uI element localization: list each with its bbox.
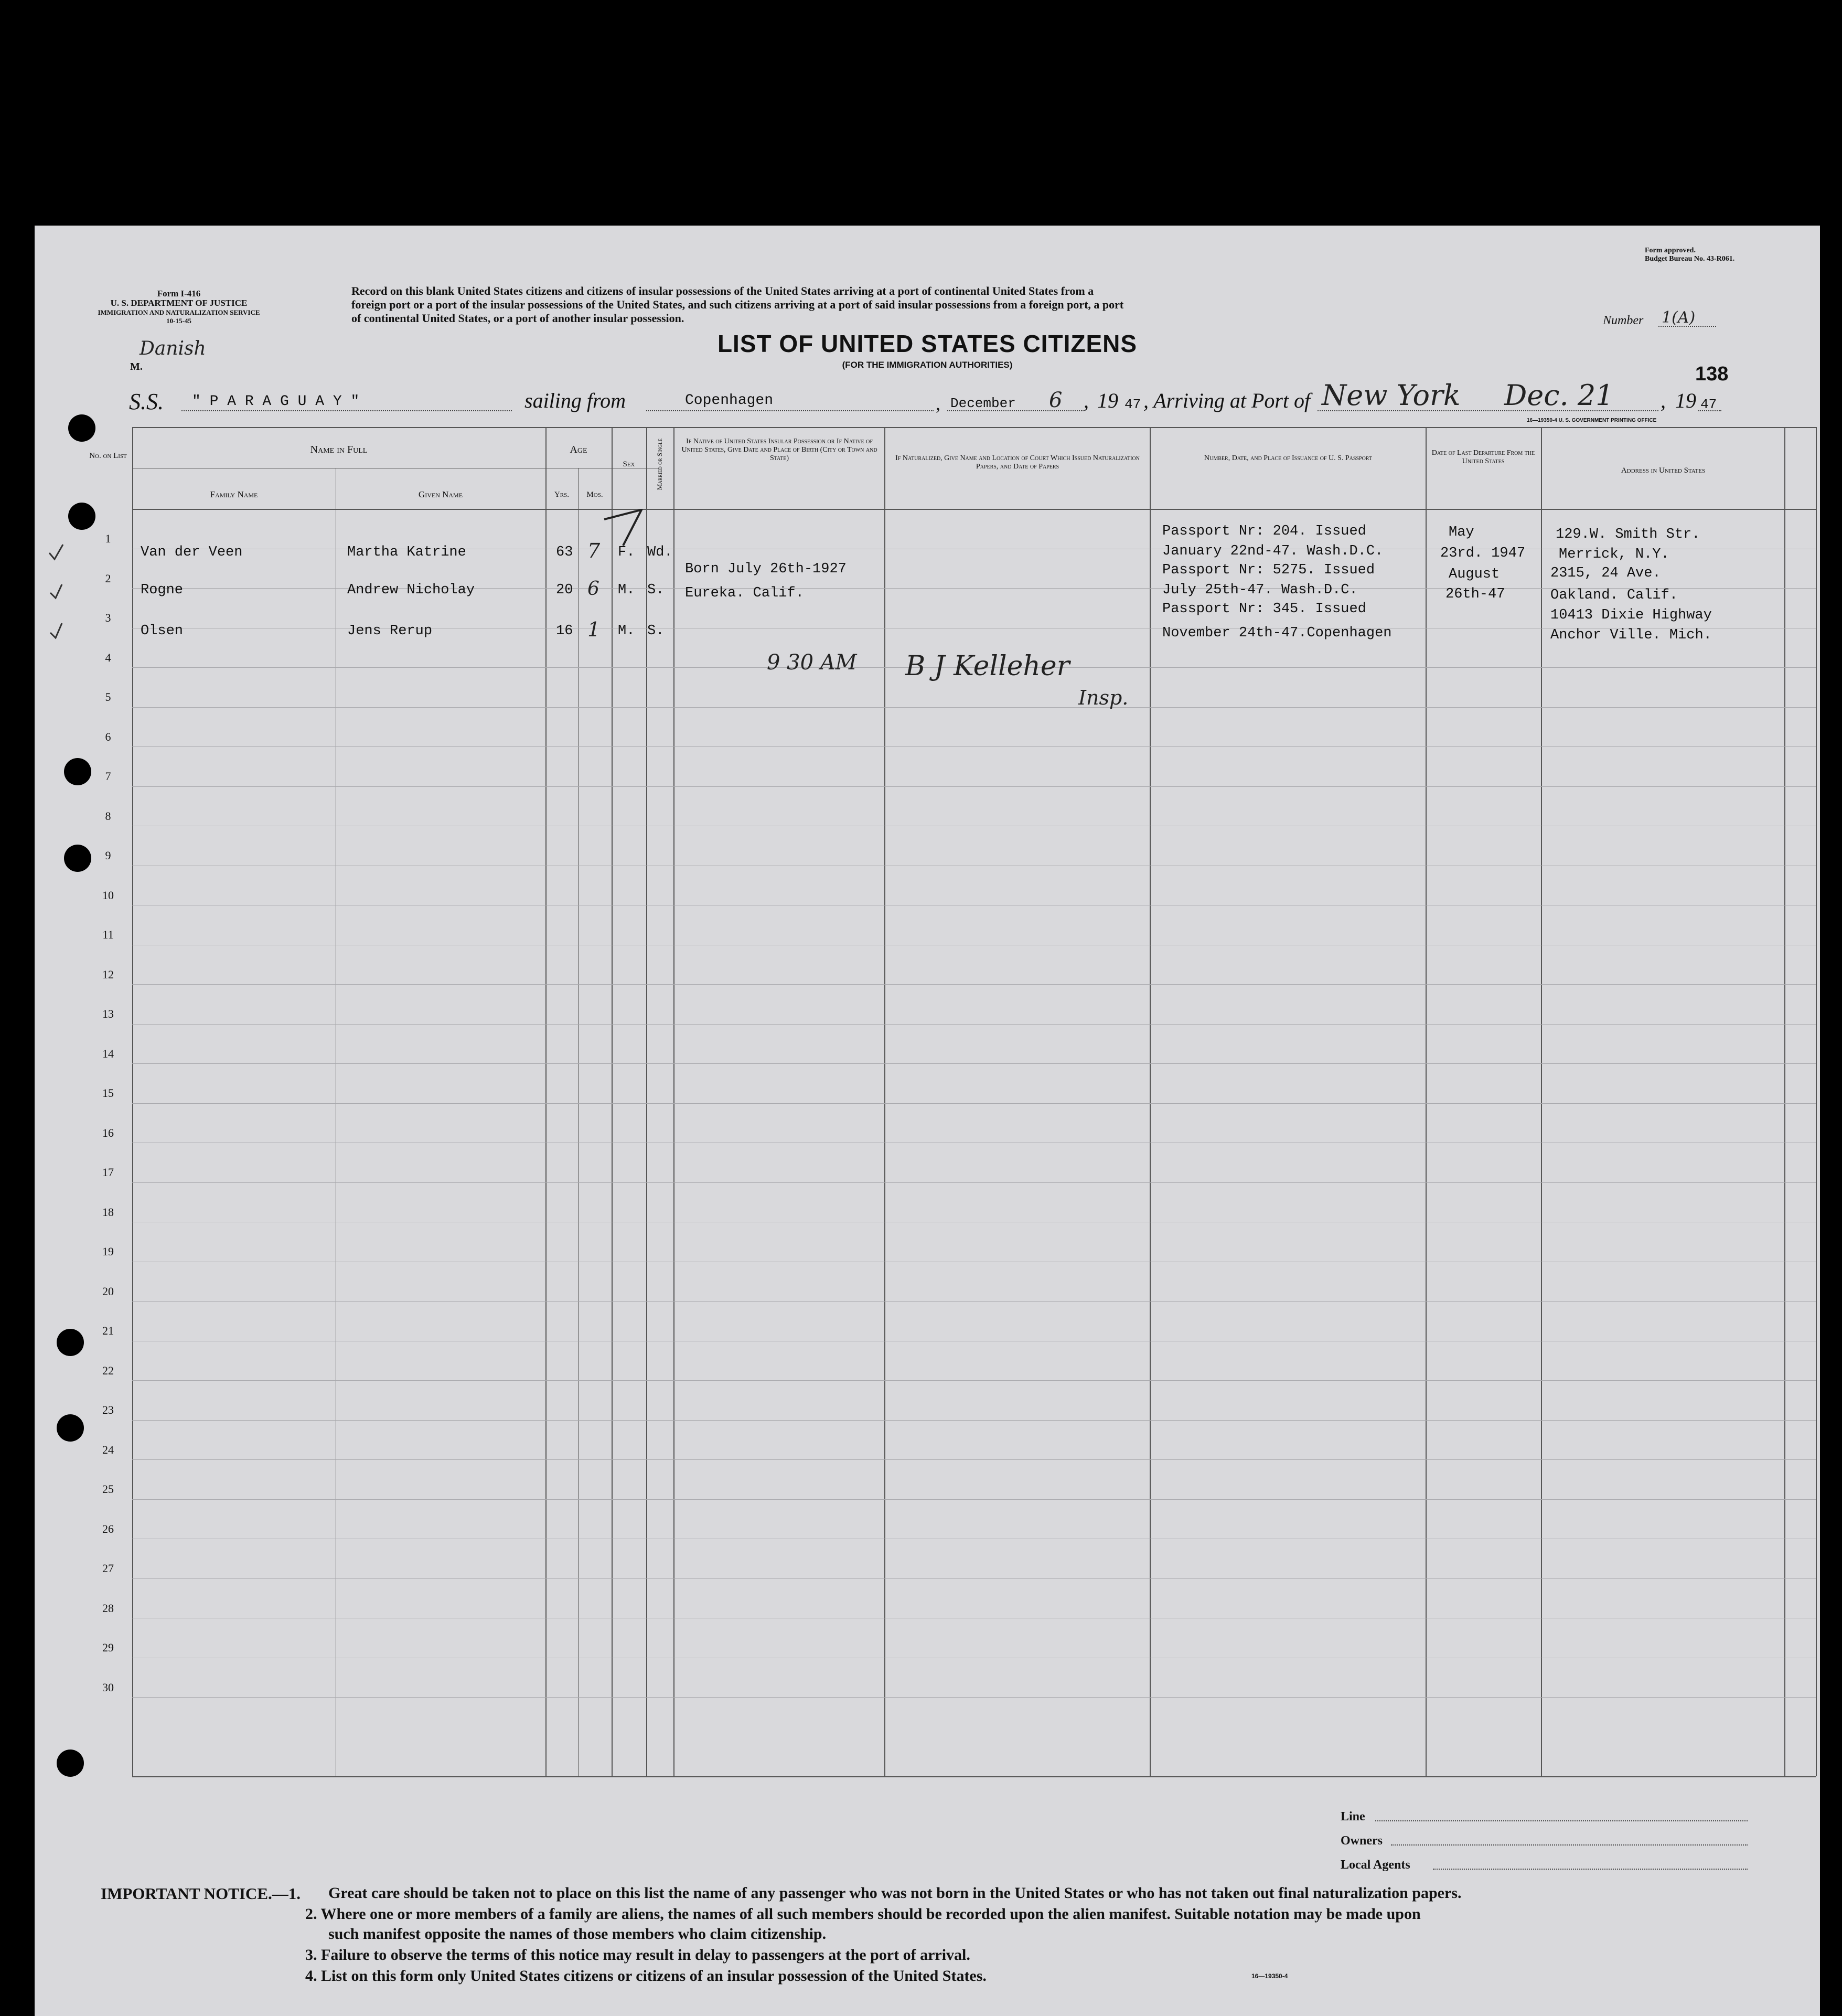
punch-hole xyxy=(68,503,95,530)
row-2-marital: S. xyxy=(647,582,665,598)
col-mos: Mos. xyxy=(586,490,603,499)
approved-line-2: Budget Bureau No. 43-R061. xyxy=(1645,255,1735,263)
notice-2b: such manifest opposite the names of those members who claim citizenship. xyxy=(328,1925,827,1943)
vessel-prefix: S.S. xyxy=(129,389,164,414)
row-line xyxy=(132,1459,1816,1460)
sailing-from-label: sailing from xyxy=(524,389,626,412)
birth-line-1: Born July 26th-1927 xyxy=(685,561,847,577)
row-number: 10 xyxy=(102,888,114,902)
row-number: 8 xyxy=(105,809,111,823)
address-line-3: 2315, 24 Ave. xyxy=(1550,566,1661,581)
arrival-port: New York xyxy=(1322,379,1461,412)
age-tick-marks xyxy=(585,509,654,588)
col-age: Age xyxy=(570,444,587,455)
col-address: Address in United States xyxy=(1621,466,1706,475)
col-last-departure: Date of Last Departure From the United States xyxy=(1431,449,1535,465)
col-passport: Number, Date, and Place of Issuance of U. S. Passport xyxy=(1204,454,1372,462)
depart-year-prefix: 19 xyxy=(1097,389,1118,412)
signoff-owners-label: Owners xyxy=(1341,1834,1383,1848)
table-top-border xyxy=(132,427,1816,428)
row-number: 15 xyxy=(102,1086,114,1100)
row-number: 16 xyxy=(102,1126,114,1139)
arriving-label: Arriving at Port of xyxy=(1153,389,1311,412)
passport-line-3: Passport Nr: 5275. Issued xyxy=(1162,562,1375,578)
row-number: 25 xyxy=(102,1482,114,1496)
signoff-line-field[interactable] xyxy=(1375,1820,1748,1821)
row-line xyxy=(132,1024,1816,1025)
row-2-sex: M. xyxy=(618,582,635,598)
notice-heading: IMPORTANT NOTICE.—1. xyxy=(101,1884,301,1903)
address-line-5: 10413 Dixie Highway xyxy=(1550,607,1712,623)
vessel-underline xyxy=(181,410,512,411)
signoff-owners-field[interactable] xyxy=(1391,1844,1748,1846)
row-3-given: Jens Rerup xyxy=(347,623,433,639)
notice-2a: 2. Where one or more members of a family are aliens, the names of all such members should be recorded upon the alien manifest. Suitable notation may be made upon xyxy=(305,1905,1421,1923)
col-naturalized: If Naturalized, Give Name and Location of Court Which Issued Naturalization Papers, and Date of Papers xyxy=(895,454,1140,471)
notice-4: 4. List on this form only United States citizens or citizens of an insular possession of the United States. xyxy=(305,1967,987,1985)
form-date: 10-15-45 xyxy=(166,317,191,325)
row-3-family: Olsen xyxy=(141,623,184,639)
row-2-mos: 6 xyxy=(587,578,599,600)
signoff-local-agents-label: Local Agents xyxy=(1341,1858,1410,1872)
row-number: 19 xyxy=(102,1245,114,1258)
notice-3: 3. Failure to observe the terms of this notice may result in delay to passengers at the port of arrival. xyxy=(305,1946,970,1964)
row-number: 3 xyxy=(105,611,111,624)
signoff-local-agents-field[interactable] xyxy=(1433,1869,1748,1870)
row-3-marital: S. xyxy=(647,623,665,639)
passport-line-2: January 22nd-47. Wash.D.C. xyxy=(1162,543,1384,559)
instruction-line-3: of continental United States, or a port of another insular possession. xyxy=(351,312,684,325)
vessel-name: " P A R A G U A Y " xyxy=(192,393,360,410)
arriving-label-text: , Arriving at Port of xyxy=(1143,389,1311,412)
col-sex: Sex xyxy=(623,460,635,468)
row-1-marital: Wd. xyxy=(647,545,673,560)
depart-line-1: May xyxy=(1449,525,1474,540)
row-number: 11 xyxy=(102,928,114,941)
vessel-prefix-m: M. xyxy=(130,361,143,372)
instruction-line-1: Record on this blank United States citizens and citizens of insular possessions of the United States arriving at a port of continental United States from a xyxy=(351,284,1094,297)
page-title: LIST OF UNITED STATES CITIZENS xyxy=(717,330,1138,357)
row-line xyxy=(132,984,1816,985)
row-3-mos: 1 xyxy=(587,618,601,641)
time-stamp: 9 30 AM xyxy=(767,650,857,675)
nationality-note: Danish xyxy=(140,338,206,359)
col-name-in-full: Name in Full xyxy=(310,444,368,455)
department: U. S. DEPARTMENT OF JUSTICE xyxy=(110,298,248,308)
row-1-mos: 7 xyxy=(587,539,601,562)
inspector-title: Insp. xyxy=(1078,686,1129,709)
address-line-4: Oakland. Calif. xyxy=(1550,588,1678,603)
footer-code: 16—19350-4 xyxy=(1251,1972,1288,1980)
gpo-line: 16—19350-4 U. S. GOVERNMENT PRINTING OFFICE xyxy=(1527,418,1657,423)
row-line xyxy=(132,1697,1816,1698)
arrival-year: 47 xyxy=(1700,397,1717,412)
col-given-name: Given Name xyxy=(418,489,463,499)
row-1-family: Van der Veen xyxy=(141,545,243,560)
row-number: 1 xyxy=(105,532,111,545)
row-number: 20 xyxy=(102,1284,114,1298)
notice-1: Great care should be taken not to place on this list the name of any passenger who was not born in the United States or who has not taken out final naturalization papers. xyxy=(328,1884,1462,1902)
depart-line-4: 26th-47 xyxy=(1445,586,1505,602)
col-family-name: Family Name xyxy=(210,489,258,499)
page-number: 138 xyxy=(1695,363,1729,385)
punch-hole xyxy=(64,845,91,872)
row-number: 23 xyxy=(102,1403,114,1416)
manifest-sheet: Form I-416 U. S. DEPARTMENT OF JUSTICE IMMIGRATION AND NATURALIZATION SERVICE 10-15-45 Form approved. Budget Bureau No. 43-R061. Record on this blank United States citizens and citizens of insular possessions of the United States arriving at a port of continental United States from a foreign port or a port of the insular possessions of the United States, and such citizens arriving at a port of said insular possessions from a foreign port, a port of continental United States, or a port of another insular possession. Number 1(A) LIST OF UNITED STATES CITIZENS (FOR THE IMMIGRATION AUTHORITIES) 138 Danish M. S.S. " P A R A G U A Y " sailing from Copenhagen , December 6 , 19 47 , Arriving at Port of New York Dec. 21 , 19 47 16—19350-4 U. S. GOVERNMENT PRINTING OFFICE No. on List Name in Full Family Name Given Name Age Yrs. Mos. Sex Married or Single If Native of United States Insular Possession or If Native of United States, Give Date and Place of Birth (City or Town and State) If Naturalized, Give Name and Location of Court Which Issued Naturalization Papers, and Date of Papers Number, Date, and Place of Issuance of U. S. Passport Date of Last Departure From the United States Address in United States 1 2 3 4 5 6 7 8 9 10 11 12 13 14 15 16 17 18 19 20 21 22 23 24 25 26 27 28 29 30 Van der Veen Martha Katrine 63 7 F. Wd. Rogne Andrew Nicholay 20 6 M. S. Olsen Jens Rerup 16 1 M. S. Born July 26th-1927 Eureka. Calif. Passport Nr: 204. Issued January 22nd-47. Wash.D.C. Passport Nr: 5275. Issued July 25th-47. Wash.D.C. Passport Nr: 345. Issued November 24th-47.Copenhagen May 23rd. 1947 August 26th-47 129.W. Smith Str. Merrick, N.Y. 2315, 24 Ave. Oakland. Calif. 10413 Dixie Highway Anchor Ville. Mich. 9 30 AM B J Kelleher Insp. Line Owners Local Agents IMPORTANT NOTICE.—1. Great care should be taken not to place on this list the name of any passenger who was not born in the United States or who has not taken out final naturalization papers. 2. Where one or more members of a family are aliens, the names of all such members should be recorded upon the alien manifest. Suitable notation may be made upon such manifest opposite the names of those members who claim citizenship. 3. Failure to observe the terms of this notice may result in delay to passengers at the port of arrival. 4. List on this form only United States citizens or citizens of an insular possession of the United States. 16—19350-4 xyxy=(35,226,1820,2016)
inspector-signature: B J Kelleher xyxy=(905,650,1070,682)
punch-hole xyxy=(57,1750,84,1777)
table-header-bottom xyxy=(132,509,1816,510)
passport-line-5: Passport Nr: 345. Issued xyxy=(1162,601,1366,617)
sailing-from-underline xyxy=(646,410,934,411)
row-number: 17 xyxy=(102,1166,114,1179)
row-3-sex: M. xyxy=(618,623,635,639)
depart-month: December xyxy=(950,396,1016,411)
row-number: 2 xyxy=(105,571,111,585)
row-number: 9 xyxy=(105,849,111,862)
checkmarks xyxy=(45,535,77,661)
form-id: Form I-416 xyxy=(157,289,201,298)
arrival-date: Dec. 21 xyxy=(1504,379,1614,412)
col-native-birth: If Native of United States Insular Possession or If Native of United States, Give Date and Place of Birth (City or Town and State) xyxy=(681,438,877,462)
arrival-year-prefix: 19 xyxy=(1675,389,1696,412)
row-line xyxy=(132,1301,1816,1302)
row-number: 7 xyxy=(105,770,111,783)
row-line xyxy=(132,1499,1816,1500)
col-married-or-single: Married or Single xyxy=(656,438,663,490)
table-bottom-border xyxy=(132,1776,1816,1777)
row-line xyxy=(132,1103,1816,1104)
row-line xyxy=(132,746,1816,747)
row-line xyxy=(132,1420,1816,1421)
row-2-given: Andrew Nicholay xyxy=(347,582,475,598)
passport-line-1: Passport Nr: 204. Issued xyxy=(1162,524,1366,539)
row-number: 12 xyxy=(102,967,114,981)
row-2-yrs: 20 xyxy=(556,582,573,598)
punch-hole xyxy=(57,1329,84,1356)
row-number: 13 xyxy=(102,1007,114,1020)
number-label: Number xyxy=(1603,314,1644,327)
depart-year: 47 xyxy=(1125,397,1141,412)
instruction-line-2: foreign port or a port of the insular possessions of the United States, and such citizens arriving at a port of said insular possessions from a foreign port, a port xyxy=(351,298,1124,311)
punch-hole xyxy=(57,1414,84,1442)
row-line xyxy=(132,786,1816,787)
row-number: 29 xyxy=(102,1641,114,1654)
depart-line-3: August xyxy=(1449,567,1500,582)
birth-line-2: Eureka. Calif. xyxy=(685,585,804,601)
row-number: 27 xyxy=(102,1562,114,1575)
row-line xyxy=(132,1380,1816,1381)
row-number: 26 xyxy=(102,1522,114,1535)
address-line-6: Anchor Ville. Mich. xyxy=(1550,627,1712,643)
punch-hole xyxy=(68,414,95,442)
row-number: 28 xyxy=(102,1601,114,1615)
punch-hole xyxy=(64,758,91,785)
col-no-on-list: No. on List xyxy=(89,452,127,460)
row-number: 24 xyxy=(102,1443,114,1456)
address-line-2: Merrick, N.Y. xyxy=(1559,547,1669,562)
depart-day: 6 xyxy=(1049,388,1063,412)
row-line xyxy=(132,1063,1816,1064)
row-3-yrs: 16 xyxy=(556,623,573,639)
row-number: 5 xyxy=(105,690,111,703)
address-line-1: 129.W. Smith Str. xyxy=(1556,527,1700,542)
row-1-sex: F. xyxy=(618,545,635,560)
passport-line-4: July 25th-47. Wash.D.C. xyxy=(1162,582,1358,598)
row-number: 22 xyxy=(102,1363,114,1377)
row-number: 18 xyxy=(102,1205,114,1219)
approved-line-1: Form approved. xyxy=(1645,247,1696,254)
signoff-line-label: Line xyxy=(1341,1810,1365,1823)
row-number: 6 xyxy=(105,730,111,743)
row-line xyxy=(132,1578,1816,1579)
passport-line-6: November 24th-47.Copenhagen xyxy=(1162,625,1392,641)
row-number: 30 xyxy=(102,1680,114,1694)
depart-line-2: 23rd. 1947 xyxy=(1440,546,1526,561)
row-number: 4 xyxy=(105,650,111,664)
row-1-yrs: 63 xyxy=(556,545,573,560)
row-number: 21 xyxy=(102,1324,114,1337)
sailing-from-port: Copenhagen xyxy=(685,392,774,409)
row-line xyxy=(132,1182,1816,1183)
service: IMMIGRATION AND NATURALIZATION SERVICE xyxy=(98,308,260,316)
row-line xyxy=(132,707,1816,708)
col-yrs: Yrs. xyxy=(554,490,570,499)
row-2-family: Rogne xyxy=(141,582,184,598)
row-number: 14 xyxy=(102,1047,114,1060)
number-value: 1(A) xyxy=(1662,308,1696,327)
page-subtitle: (FOR THE IMMIGRATION AUTHORITIES) xyxy=(842,360,1013,370)
row-1-given: Martha Katrine xyxy=(347,545,466,560)
